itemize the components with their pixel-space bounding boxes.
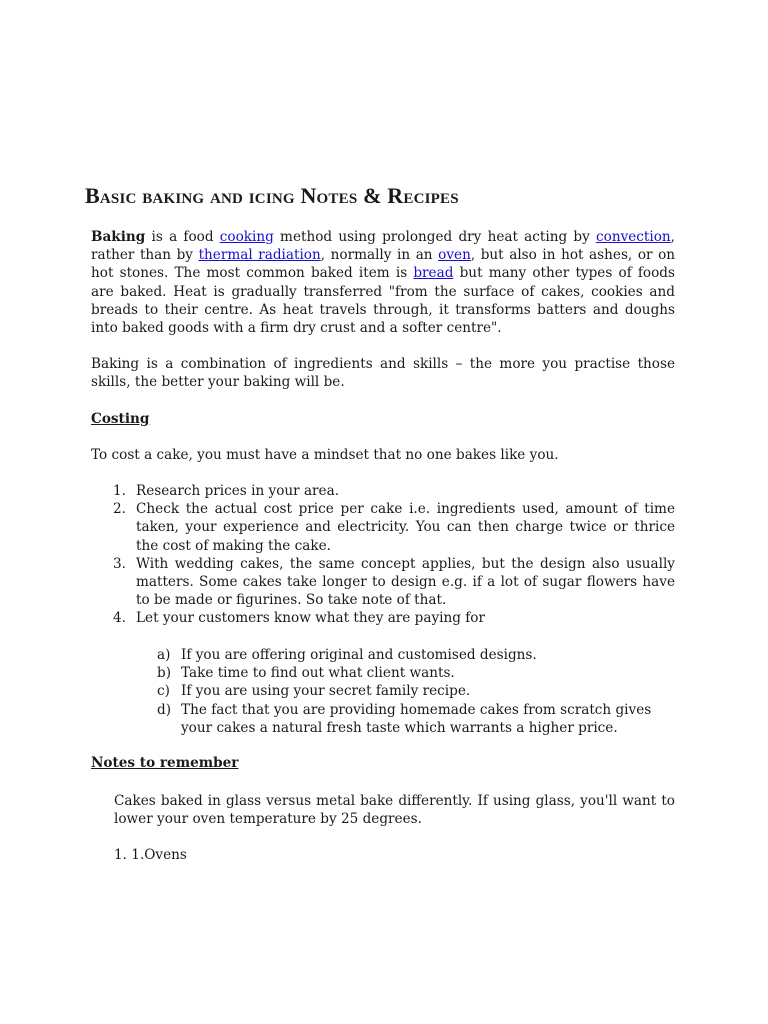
- intro-text: , normally in an: [320, 247, 439, 264]
- intro-text: , but also in hot ashes, or on hot stones. The most common baked item is: [91, 247, 676, 282]
- link-oven[interactable]: oven: [438, 247, 471, 264]
- list-item-text: The fact that you are providing homemade cakes from scratch gives your cakes a natural fresh taste which warrants a higher price.: [181, 701, 652, 736]
- list-item: [91, 482, 675, 500]
- link-bread[interactable]: bread: [413, 265, 454, 282]
- intro-paragraph: [91, 228, 675, 337]
- list-letter: d): [157, 701, 172, 718]
- list-number: 2.: [113, 501, 126, 518]
- list-item: [136, 664, 656, 682]
- page-title: Basic baking and icing Notes & Recipes: [85, 183, 459, 208]
- list-number: 3.: [113, 555, 126, 572]
- list-number: 4.: [113, 610, 126, 627]
- intro-text: , rather than by: [91, 229, 675, 264]
- list-item-text: If you are using your secret family recipe.: [181, 683, 471, 700]
- costing-list: [91, 482, 675, 628]
- list-item: [136, 682, 656, 700]
- intro-text: is a food: [145, 229, 220, 245]
- costing-intro: To cost a cake, you must have a mindset that no one bakes like you.: [91, 447, 559, 463]
- ovens-list-item: 1. 1.Ovens: [114, 847, 187, 863]
- list-item: [136, 646, 656, 664]
- paying-for-sublist: [136, 646, 656, 737]
- list-item-text: With wedding cakes, the same concept applies, but the design also usually matters. Some cakes take longer to design e.g. if a lot of sugar flowers have to be made or figurines. So take note of that.: [136, 555, 675, 609]
- baking-term: Baking: [91, 229, 146, 245]
- list-item-text: Let your customers know what they are paying for: [136, 610, 485, 627]
- notes-heading: Notes to remember: [91, 755, 239, 771]
- intro-text: but many other types of foods are baked. Heat is gradually transferred "from the surface of cakes, cookies and breads to their centre. As heat travels through, it transforms batters and doughs into baked goods with a firm dry crust and a softer centre".: [91, 265, 675, 337]
- list-item-text: Take time to find out what client wants.: [181, 665, 455, 682]
- list-item: [91, 555, 675, 610]
- notes-paragraph: Cakes baked in glass versus metal bake differently. If using glass, you'll want to lower your oven temperature by 25 degrees.: [114, 793, 675, 828]
- list-item: [136, 701, 656, 737]
- list-letter: c): [157, 683, 170, 700]
- list-letter: b): [157, 665, 172, 682]
- list-letter: a): [157, 647, 171, 663]
- intro-text: method using prolonged dry heat acting by: [273, 229, 597, 245]
- list-number: 1.: [113, 483, 126, 499]
- list-item-text: If you are offering original and customised designs.: [181, 647, 537, 663]
- link-cooking[interactable]: cooking: [219, 229, 274, 245]
- list-item: [91, 609, 675, 627]
- link-thermal-radiation[interactable]: thermal radiation: [198, 247, 321, 264]
- skills-paragraph: Baking is a combination of ingredients and skills – the more you practise those skills, the better your baking will be.: [91, 356, 675, 391]
- list-item-text: Check the actual cost price per cake i.e. ingredients used, amount of time taken, your experience and electricity. You can then charge twice or thrice the cost of making the cake.: [136, 501, 675, 554]
- list-item: [91, 500, 675, 555]
- list-item-text: Research prices in your area.: [136, 483, 340, 499]
- link-convection[interactable]: convection: [596, 229, 671, 245]
- costing-heading: Costing: [91, 411, 150, 427]
